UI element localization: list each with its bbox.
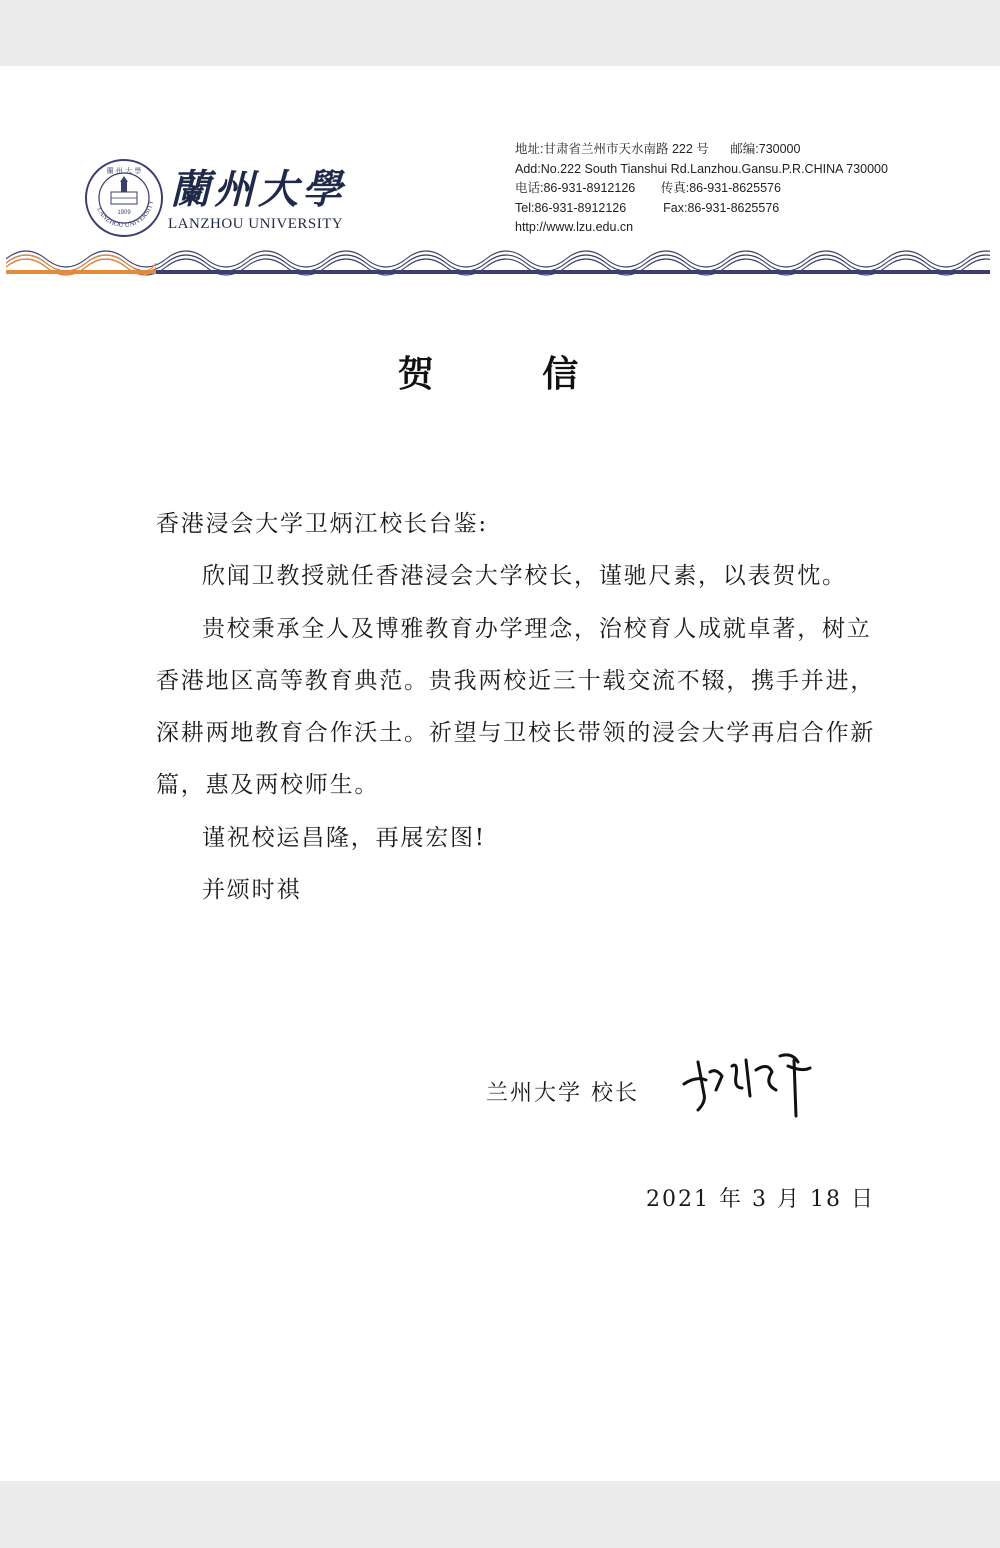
phone-cn: 电话:86-931-8912126 [515, 181, 636, 196]
paragraph-4: 并颂时祺 [202, 877, 302, 904]
letter-body [156, 498, 876, 916]
website-link[interactable]: http://www.lzu.edu.cn [515, 220, 634, 235]
phone-en: Tel:86-931-8912126 [515, 200, 627, 215]
letter-date: 2021 年 3 月 18 日 [646, 1187, 875, 1212]
university-name-cn: 蘭州大學 [170, 166, 346, 213]
fax-cn: 传真:86-931-8625576 [660, 181, 781, 196]
signatory: 兰州大学 校长 [486, 1081, 639, 1106]
postcode-cn: 邮编:730000 [730, 142, 801, 156]
address-cn: 地址:甘肃省兰州市天水南路 222 号 [515, 142, 709, 156]
paragraph-1: 欣闻卫教授就任香港浸会大学校长，谨驰尺素，以表贺忱。 [202, 563, 847, 590]
letterhead-wave-band [6, 243, 990, 276]
letter-page [0, 66, 1000, 1481]
handwritten-signature [676, 1032, 826, 1122]
svg-text:蘭 州 大 學: 蘭 州 大 學 [106, 167, 142, 175]
contact-block [515, 140, 888, 238]
paragraph-2: 贵校秉承全人及博雅教育办学理念，治校育人成就卓著，树立香港地区高等教育典范。贵我两校近三十载交流不辍，携手并进，深耕两地教育合作沃土。祈望与卫校长带领的浸会大学再启合作新篇，惠及两校师生。 [156, 615, 876, 799]
university-seal-icon [84, 158, 164, 238]
fax-en: Fax:86-931-8625576 [663, 200, 780, 215]
seal-year: 1909 [117, 210, 131, 216]
university-name-en: LANZHOU UNIVERSITY [168, 216, 344, 232]
salutation: 香港浸会大学卫炳江校长台鉴: [156, 511, 488, 537]
paragraph-3: 谨祝校运昌隆，再展宏图! [202, 824, 486, 851]
seal-text: LANZHOU UNIVERSITY [95, 199, 155, 230]
letter-title: 贺 信 [397, 353, 627, 395]
address-en: Add:No.222 South Tianshui Rd.Lanzhou.Gansu.P.R.CHINA 730000 [515, 161, 888, 176]
